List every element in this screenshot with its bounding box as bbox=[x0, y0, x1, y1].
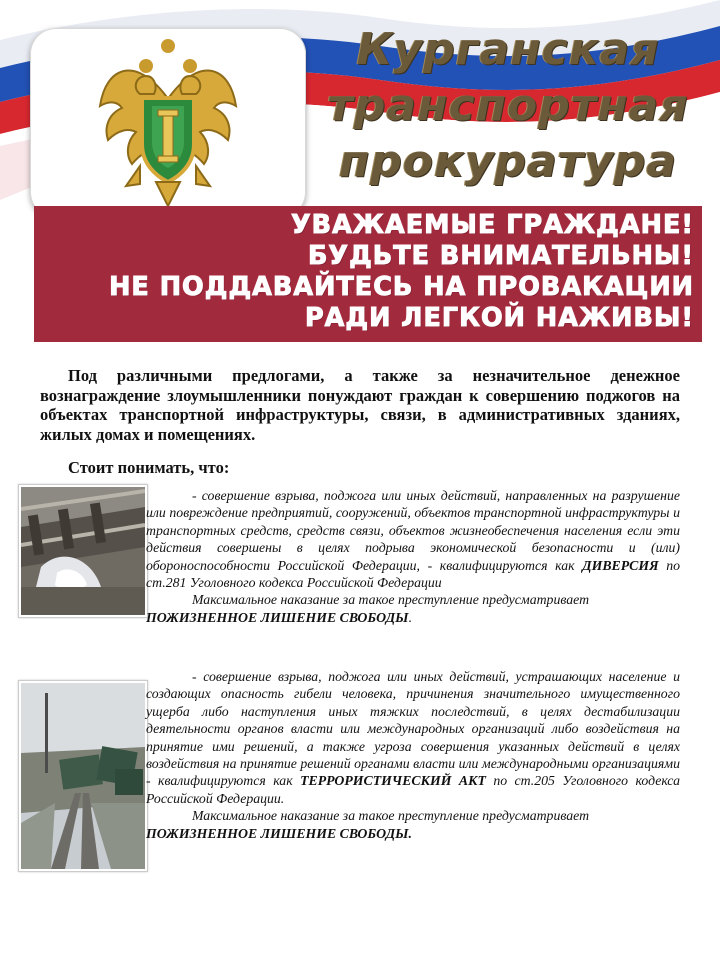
item-terror-article: по ст.205 Уголовного кодекса Российской Федерации. bbox=[146, 773, 680, 806]
double-headed-eagle-emblem-icon bbox=[96, 36, 240, 212]
item-diversion-text bbox=[146, 487, 680, 591]
emblem-card bbox=[30, 28, 306, 218]
railway-explosion-photo bbox=[18, 484, 148, 618]
derailed-train-photo bbox=[18, 680, 148, 872]
item-terror-description: - совершение взрыва, поджога или иных действий, устрашающих население и создающих опасность гибели человека, причинения значительного имущественного ущерба либо наступления иных тяжких последствий, в целях дестабилизации деятельности органов власти или международных организаций либо воздействия на принятие ими решений, а также угроза совершения указанных действий в целях воздействия на принятие решений органами власти или международными организациями - квалифицируются как bbox=[146, 669, 680, 789]
item-terror-text bbox=[146, 668, 680, 807]
banner-line-4: РАДИ ЛЕГКОЙ НАЖИВЫ! bbox=[304, 303, 694, 333]
warning-banner-text bbox=[109, 210, 694, 334]
item-diversion-crime: ДИВЕРСИЯ bbox=[582, 557, 659, 573]
item-diversion-sentence-text: ПОЖИЗНЕННОЕ ЛИШЕНИЕ СВОБОДЫ bbox=[146, 609, 409, 625]
item-diversion-article: по ст.281 Уголовного кодекса Российской Федерации bbox=[146, 557, 681, 591]
item-diversion-description: - совершение взрыва, поджога или иных действий, направленных на разрушение или повреждение предприятий, сооружений, объектов транспортной инфраструктуры и транспортных средств, средств связи, объектов жизнеобеспечения населения если эти действия совершены в целях подрыва экономической безопасности и (или) обороноспособности Российской Федерации, - квалифицируются как bbox=[146, 488, 680, 573]
item-terror-sentence: ПОЖИЗНЕННОЕ ЛИШЕНИЕ СВОБОДЫ. bbox=[146, 825, 413, 841]
banner-line-3: НЕ ПОДДАВАЙТЕСЬ НА ПРОВАКАЦИИ bbox=[109, 272, 694, 302]
intro-paragraph: Под различными предлогами, а также за незначительное денежное вознаграждение злоумышленники понуждают граждан к совершению поджогов на объектах транспортной инфраструктуры, связи, в административных зданиях, жилых домах и помещениях. bbox=[40, 366, 680, 444]
title-line-1: Курганская bbox=[356, 24, 660, 75]
warning-banner bbox=[34, 206, 702, 342]
item-terror-act bbox=[146, 668, 680, 842]
banner-line-1: УВАЖАЕМЫЕ ГРАЖДАНЕ! bbox=[290, 210, 694, 240]
item-diversion-sentence-end: . bbox=[408, 609, 413, 625]
item-terror-crime: ТЕРРОРИСТИЧЕСКИЙ АКТ bbox=[300, 773, 486, 789]
understand-heading: Стоит понимать, что: bbox=[68, 458, 230, 477]
banner-line-2: БУДЬТЕ ВНИМАТЕЛЬНЫ! bbox=[308, 241, 694, 271]
item-diversion bbox=[146, 487, 680, 626]
railway-explosion-photo-icon bbox=[21, 487, 145, 615]
page-title bbox=[318, 22, 698, 190]
derailed-train-photo-icon bbox=[21, 683, 145, 869]
title-line-2: транспортная bbox=[327, 80, 689, 131]
item-diversion-punishment: Максимальное наказание за такое преступление предусматривает bbox=[192, 592, 590, 608]
item-diversion-sentence bbox=[146, 609, 680, 626]
item-terror-punishment: Максимальное наказание за такое преступление предусматривает bbox=[192, 808, 590, 824]
title-line-3: прокуратура bbox=[338, 136, 678, 187]
